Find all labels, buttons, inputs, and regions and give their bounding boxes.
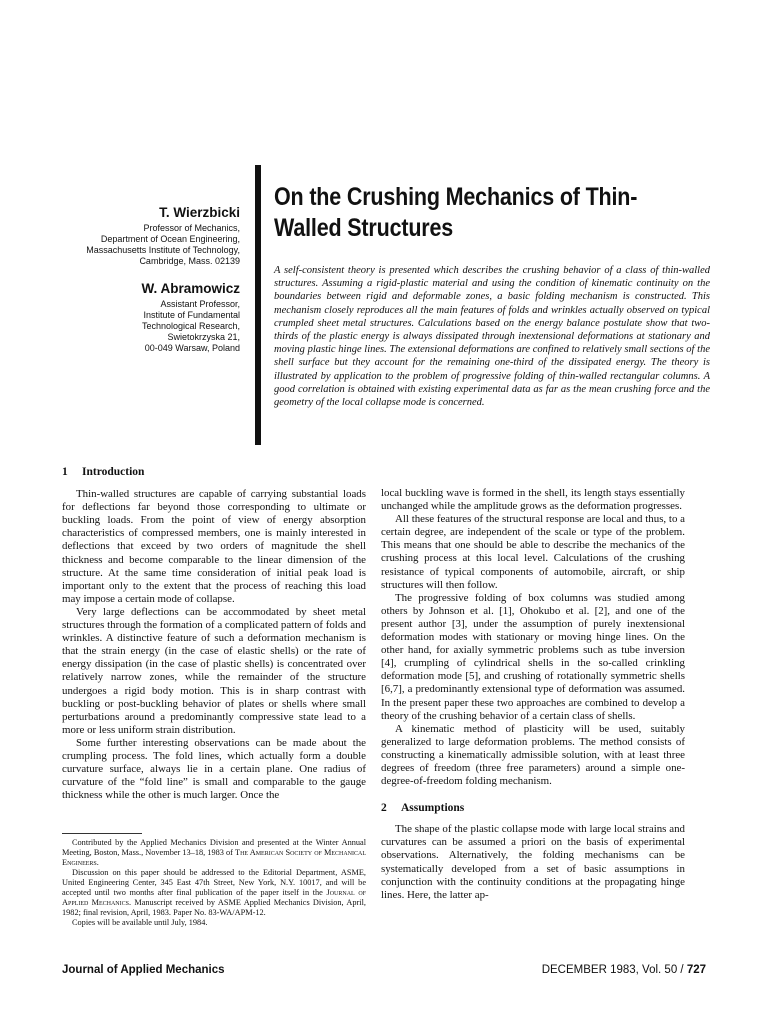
left-column <box>62 466 366 802</box>
footnote-society: The American Society of Mechanical Engineers. <box>62 848 366 867</box>
author-2 <box>60 281 240 354</box>
footnote-rule <box>62 833 142 834</box>
page-number: 727 <box>686 964 706 976</box>
author-affiliation: Professor of Mechanics, Department of Ocean Engineering, Massachusetts Institute of Technology, Cambridge, Mass. 02139 <box>86 223 240 266</box>
section-number: 2 <box>381 802 387 815</box>
footnote-journal: Journal of Applied Mechanics <box>62 888 366 907</box>
paragraph: The progressive folding of box columns was studied among others by Johnson et al. [1], Ohokubo et al. [2], and one of the present author [3], under the assumption of purely inextensional deformation modes with stationary or moving hinge lines. On the other hand, for axially symmetric problems such as tube inversion [4], crumpling of cylindrical shells in the so-called crinkling deformation mode [5], and crushing of rotationally symmetric shells [6,7], a predominantly extensional type of deformation was assumed. In the present paper these two approaches are combined to develop a theory of the crushing behavior of a certain class of shells. <box>381 591 685 722</box>
paragraph: All these features of the structural response are local and thus, to a certain degree, are independent of the scale or type of the problem. This means that one should be able to describe the mechanics of the crushing process at this local level. Calculations of the crushing resistance of typical components of automobile, aircraft, or ship structures will then follow. <box>381 513 685 591</box>
footnote-paragraph: Copies will be available until July, 1984. <box>72 918 208 927</box>
section-title: Assumptions <box>401 802 465 815</box>
journal-name: Journal of Applied Mechanics <box>62 964 225 976</box>
paragraph: The shape of the plastic collapse mode with large local strains and curvatures can be assumed a priori on the basis of experimental observations. Alternatively, the folding mechanisms can be systematically developed from a set of basic assumptions in conjunction with the continuity conditions at the propagating hinge lines. Here, the latter ap- <box>381 823 685 901</box>
abstract: A self-consistent theory is presented which describes the crushing behavior of a class of thin-walled structures. Assuming a rigid-plastic material and using the condition of kinematic continuity on the boundaries between rigid and deformable zones, a basic folding mechanism is constructed. This mechanism closely reproduces all the main features of folds and wrinkles actually observed on typical crumpled sheet metal structures. Calculations based on the energy balance postulate show that two-thirds of the plastic energy is always dissipated through inextensional deformations at stationary and moving plastic hinge lines. The extensional deformations are confined to relatively small sections of the shell surface but they account for the remaining one-third of the dissipated energy. The theory is illustrated by application to the problem of progressive folding of thin-walled rectangular columns. A good correlation is obtained with existing experimental data as far as the mean crushing force and the geometry of the local collapse mode is concerned. <box>274 265 710 409</box>
title-bar-divider <box>255 165 261 445</box>
issue-info <box>542 964 706 976</box>
section-number: 1 <box>62 466 68 478</box>
footnote-text: Contributed by the Applied Mechanics Division and presented at the Winter Annual Meeting, Boston, Mass., November 13–18, 1983 of <box>62 838 366 857</box>
author-name: T. Wierzbicki <box>159 205 240 220</box>
author-block <box>60 205 240 354</box>
footnote-text: . Manuscript received by ASME Applied Mechanics Division, April, 1982; final revision, April, 1983. Paper No. 83-WA/APM-12. <box>62 898 366 917</box>
footnote-paragraph <box>62 868 366 918</box>
issue-date: DECEMBER 1983, Vol. 50 / <box>541 964 687 976</box>
paragraph: local buckling wave is formed in the shell, its length stays essentially unchanged while the amplitude grows as the deformation progresses. <box>381 487 685 513</box>
section-heading <box>62 466 366 479</box>
paper-title: On the Crushing Mechanics of Thin-Walled Structures <box>274 183 638 242</box>
section-heading <box>381 802 685 815</box>
author-1 <box>60 205 240 267</box>
paragraph: A kinematic method of plasticity will be used, suitably generalized to large deformation problems. The method consists of constructing a kinematically admissible solution, with at least three degrees of freedom (three free parameters) around a simple one-degree-of-freedom folding mechanism. <box>381 722 685 788</box>
paragraph: Very large deflections can be accommodated by sheet metal structures through the formation of a complicated pattern of folds and wrinkles. A distinctive feature of such a deformation mechanism is that the strain energy (in the case of elastic shells) or the rate of energy dissipation (in the case of plastic shells) is concentrated over relatively narrow zones, while the remainder of the structure undergoes a rigid body motion. This is in sharp contrast with buckling or post-buckling behavior of plates or shells where small perturbations around a predominantly compressive state lead to a more or less uniform strain distribution. <box>62 605 366 736</box>
author-name: W. Abramowicz <box>141 281 240 296</box>
footnote <box>62 838 366 928</box>
footnote-paragraph <box>62 838 366 868</box>
right-column <box>381 487 685 902</box>
paragraph: Thin-walled structures are capable of carrying substantial loads for deflections far beyond those corresponding to ultimate or buckling loads. From the point of view of energy absorption characteristics of compressed members, one is mainly interested in deflections that exceed by two orders of magnitude the shell thickness and become comparable to the linear dimension of the structure. At the same time consideration of initial peak load is important only to the extent that the process of reaching this load may impose a certain mode of collapse. <box>62 488 366 605</box>
footnote-text: Discussion on this paper should be addressed to the Editorial Department, ASME, United Engineering Center, 345 East 47th Street, New York, N.Y. 10017, and will be accepted until two months after final publication of the paper itself in the <box>62 868 366 897</box>
author-affiliation: Assistant Professor, Institute of Fundamental Technological Research, Swietokrzyska 21, 00-049 Warsaw, Poland <box>141 299 240 353</box>
paragraph: Some further interesting observations can be made about the crumpling process. The fold lines, which actually form a double curvature surface, always lie in a certain plane. One radius of curvature of the “fold line” is small and comparable to the gauge thickness while the other is much larger. Once the <box>62 736 366 802</box>
section-title: Introduction <box>82 466 145 478</box>
